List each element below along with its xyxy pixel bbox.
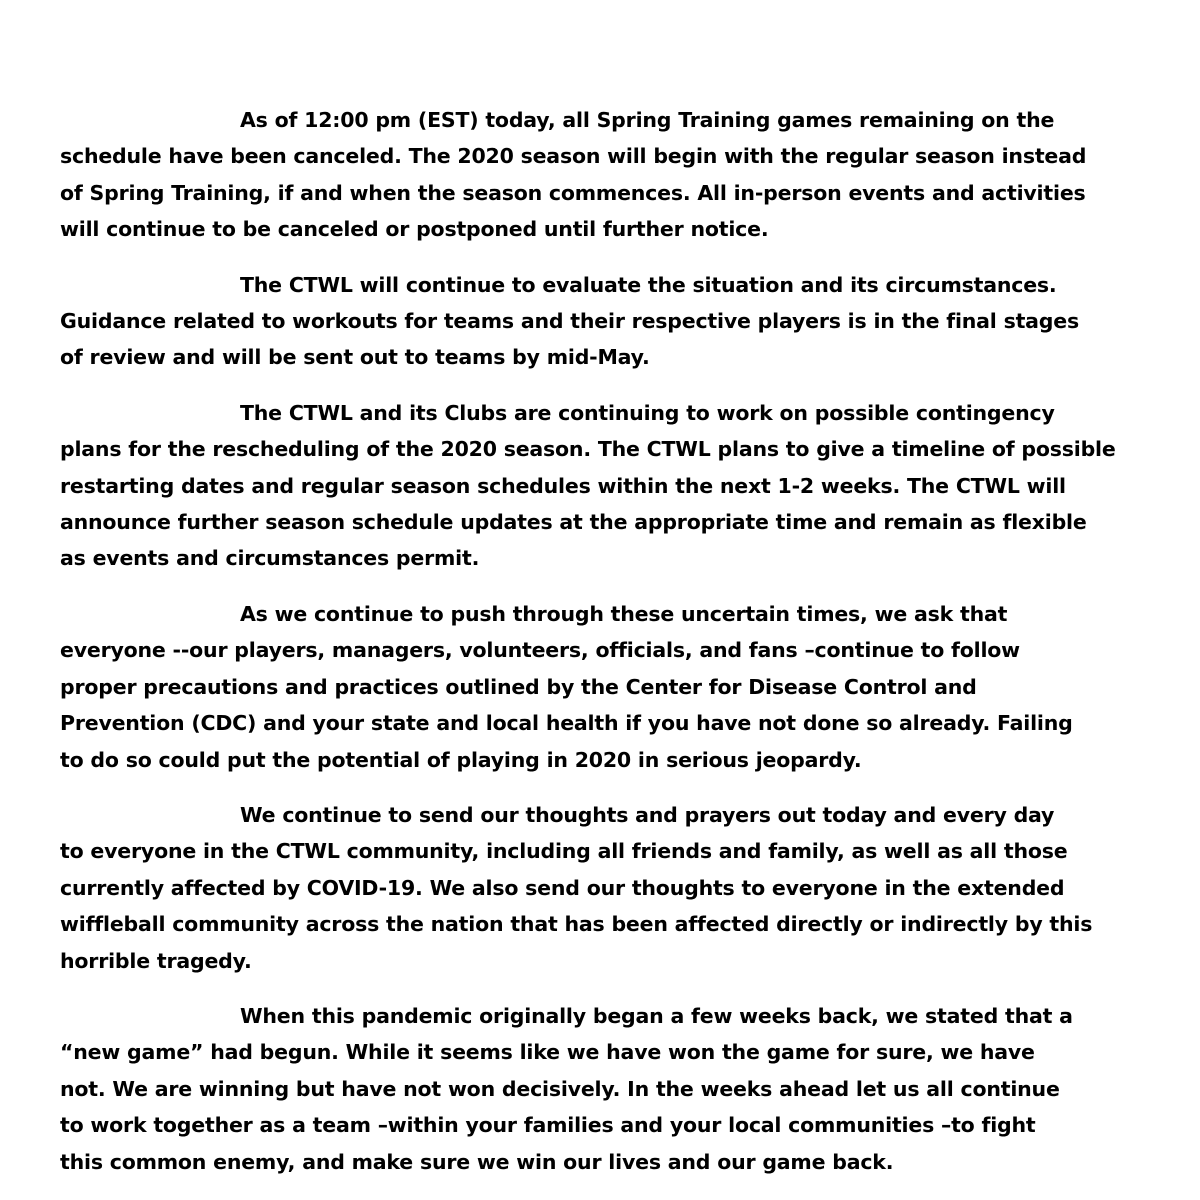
paragraph-precautions: As we continue to push through these uncertain times, we ask that everyone --our players, managers, volunteers, officials, and fans –continue to follow proper precautions and practices outlined by the Center for Disease Control and Prevention (CDC) and your state and local health if you have not done so already. Failing to do so could put the potential of playing in 2020 in serious jeopardy.: [60, 601, 1073, 772]
paragraph-spring-training-canceled: As of 12:00 pm (EST) today, all Spring Training games remaining on the schedule have been canceled. The 2020 season will begin with the regular season instead of Spring Training, if and when the season commences. All in-person events and activities will continue to be canceled or postponed until further notice.: [60, 108, 1087, 242]
paragraph-contingency-plans: The CTWL and its Clubs are continuing to work on possible contingency plans for the rescheduling of the 2020 season. The CTWL plans to give a timeline of possible restarting dates and regular season schedules within the next 1-2 weeks. The CTWL will announce further season schedule updates at the appropriate time and remain as flexible as events and circumstances permit.: [60, 400, 1116, 571]
paragraph-thoughts-and-prayers: We continue to send our thoughts and prayers out today and every day to everyone in the CTWL community, including all friends and family, as well as all those currently affected by COVID-19. We also send our thoughts to everyone in the extended wiffleball community across the nation that has been affected directly or indirectly by this horrible tragedy.: [60, 802, 1093, 973]
paragraph-evaluate-situation: The CTWL will continue to evaluate the situation and its circumstances. Guidance related to workouts for teams and their respective players is in the final stages of review and will be sent out to teams by mid-May.: [60, 272, 1079, 370]
paragraph-new-game: When this pandemic originally began a few weeks back, we stated that a “new game” had begun. While it seems like we have won the game for sure, we have not. We are winning but have not won decisively. In the weeks ahead let us all continue to work together as a team –within your families and your local communities –to fight this common enemy, and make sure we win our lives and our game back.: [60, 1003, 1073, 1174]
document-body: [60, 102, 1120, 1199]
